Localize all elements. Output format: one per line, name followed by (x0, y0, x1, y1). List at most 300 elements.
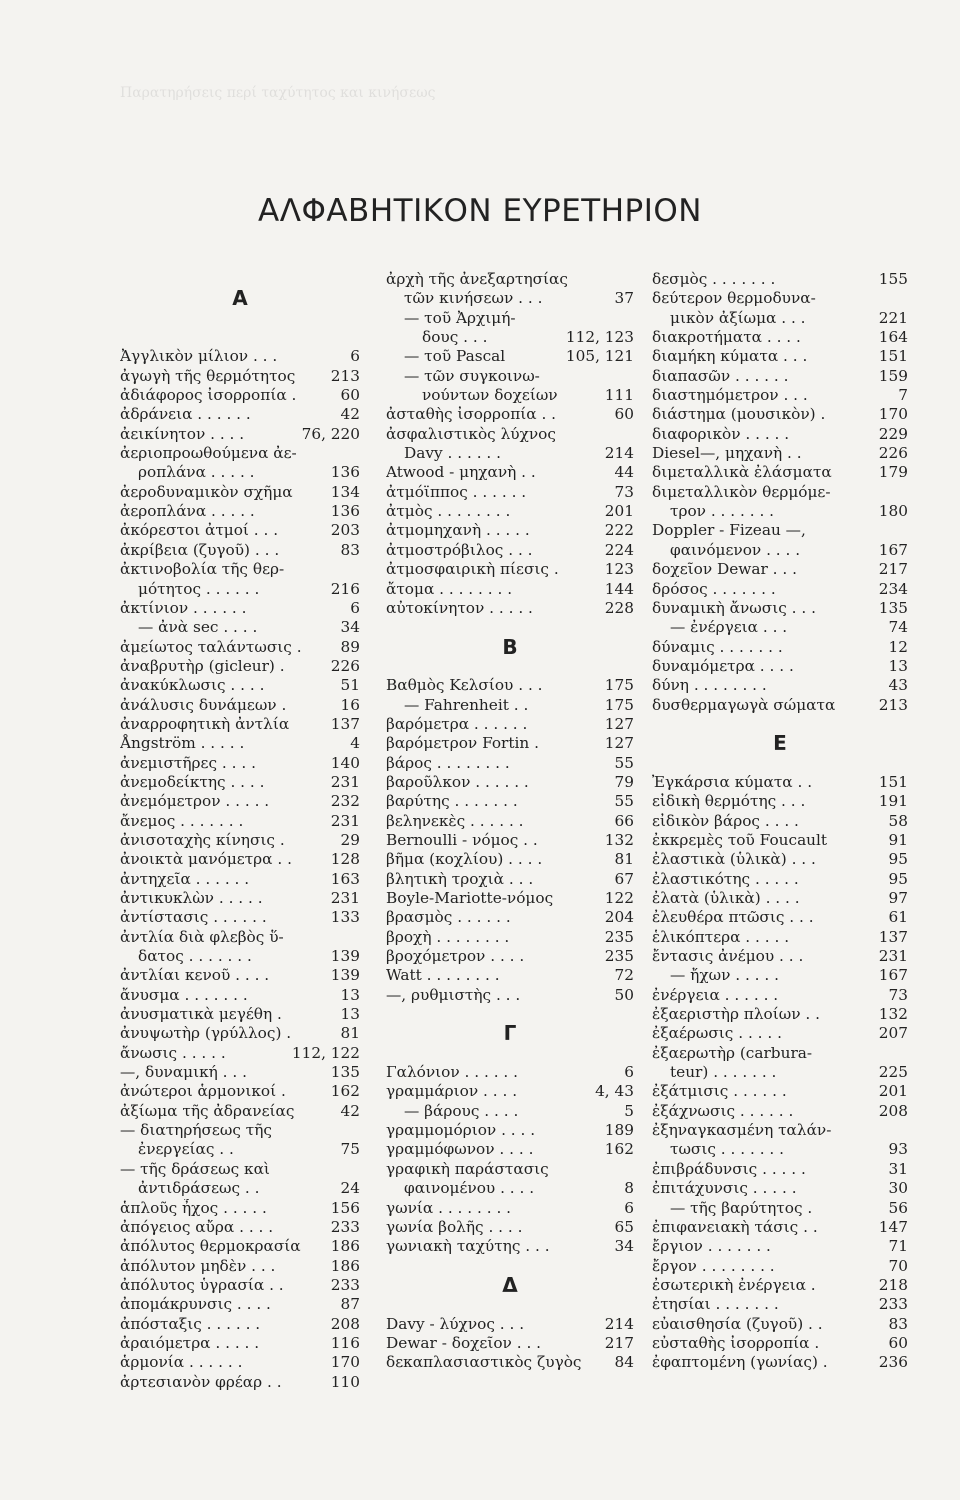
index-entry (120, 541, 360, 560)
entry-term: ἔντασις ἀνέμου . . . (652, 947, 804, 966)
index-entry (120, 638, 360, 657)
entry-term: ἐξάτμισις . . . . . . (652, 1082, 787, 1101)
entry-term: ἀναβρυτὴρ (gicleur) . (120, 656, 285, 675)
entry-term: διακροτήματα . . . . (652, 328, 801, 347)
index-entry (652, 425, 908, 444)
entry-term: ἀκρίβεια (ζυγοῦ) . . . (120, 540, 280, 559)
entry-page: 170 (878, 405, 908, 424)
entry-page: 222 (604, 521, 634, 540)
entry-page: 213 (330, 366, 360, 385)
entry-term: ἐνεργείας . . (138, 1140, 234, 1159)
entry-page: 105, 121 (565, 347, 634, 366)
entry-page: 140 (330, 753, 360, 772)
entry-term: ἐπιτάχυνσις . . . . . (652, 1179, 797, 1198)
index-entry (120, 773, 360, 792)
index-entry (386, 560, 634, 579)
entry-page: 137 (330, 714, 360, 733)
index-entry (652, 560, 908, 579)
index-entry (120, 657, 360, 676)
entry-term: ἄνυσμα . . . . . . . (120, 985, 248, 1004)
index-entry (386, 328, 634, 347)
entry-page: 44 (614, 463, 634, 482)
entry-page: 4 (350, 734, 360, 753)
entry-page: 175 (604, 676, 634, 695)
index-entry (386, 1102, 634, 1121)
index-entry (652, 966, 908, 985)
entry-term: — τῶν συγκοινω- (404, 366, 540, 385)
entry-term: ἐλατὰ (ὑλικὰ) . . . . (652, 889, 800, 907)
entry-page: 5 (624, 1101, 634, 1120)
entry-page: 225 (878, 1063, 908, 1082)
entry-page: 214 (604, 444, 634, 463)
entry-page: 95 (888, 869, 908, 888)
index-entry (386, 405, 634, 424)
entry-page: 139 (330, 966, 360, 985)
entry-page: 151 (878, 772, 908, 791)
entry-page: 31 (888, 1159, 908, 1178)
entry-term: εἰδικὸν βάρος . . . . (652, 811, 799, 830)
entry-term: ἄνωσις . . . . . (120, 1043, 226, 1062)
entry-term: τωσις . . . . . . . (670, 1140, 785, 1159)
entry-term: ἐξηναγκασμένη ταλάν- (652, 1121, 832, 1140)
entry-page: 226 (878, 444, 908, 463)
index-column-2 (386, 270, 634, 1373)
entry-term: ἀνισοταχὴς κίνησις . (120, 830, 285, 849)
index-entry (652, 1218, 908, 1237)
entry-term: ἀεικίνητον . . . . (120, 424, 245, 443)
entry-page: 16 (340, 695, 360, 714)
index-entry (652, 1044, 908, 1063)
entry-term: εἰδικὴ θερμότης . . . (652, 792, 806, 811)
entry-page: 132 (604, 830, 634, 849)
entry-page: 135 (330, 1063, 360, 1082)
entry-term: — ἀνὰ sec . . . . (138, 618, 258, 637)
entry-term: ἀνυψωτὴρ (γρύλλος) . (120, 1024, 292, 1043)
entry-page: 84 (614, 1353, 634, 1372)
index-entry (652, 1237, 908, 1256)
index-entry (652, 792, 908, 811)
entry-page: 217 (604, 1333, 634, 1352)
entry-page: 72 (614, 966, 634, 985)
entry-page: 235 (604, 947, 634, 966)
index-entry (120, 444, 360, 463)
entry-page: 186 (330, 1237, 360, 1256)
index-entry (386, 889, 634, 908)
index-entry (120, 425, 360, 444)
entry-page: 7 (898, 386, 908, 405)
index-entry (386, 1121, 634, 1140)
entry-page: 56 (888, 1198, 908, 1217)
entry-term: φαινόμενον . . . . (670, 540, 801, 559)
entry-page: 73 (614, 482, 634, 501)
index-entry (652, 289, 908, 308)
entry-term: ἐλευθέρα πτῶσις . . . (652, 908, 814, 927)
entry-page: 133 (330, 908, 360, 927)
index-entry (652, 1257, 908, 1276)
entry-term: ἁρμονία . . . . . . (120, 1353, 243, 1372)
entry-page: 170 (330, 1353, 360, 1372)
entry-page: 91 (888, 830, 908, 849)
entry-term: ἐξάχνωσις . . . . . . (652, 1101, 794, 1120)
entry-page: 60 (614, 405, 634, 424)
entry-term: — ἤχων . . . . . (670, 966, 779, 985)
index-entry (652, 1102, 908, 1121)
entry-page: 144 (604, 579, 634, 598)
entry-page: 159 (878, 366, 908, 385)
index-entry (386, 870, 634, 889)
index-entry (120, 870, 360, 889)
entry-page: 93 (888, 1140, 908, 1159)
entry-term: γωνιακὴ ταχύτης . . . (386, 1237, 550, 1256)
entry-term: Davy - λύχνος . . . (386, 1314, 525, 1333)
entry-page: 122 (604, 889, 634, 907)
entry-term: ἐλαστικότης . . . . . (652, 869, 799, 888)
entry-term: νούντων δοχείων (422, 386, 558, 405)
entry-term: ἀσφαλιστικὸς λύχνος (386, 424, 556, 443)
index-entry (120, 463, 360, 482)
entry-page: 155 (878, 270, 908, 288)
entry-page: 137 (878, 927, 908, 946)
index-entry (386, 483, 634, 502)
index-entry (120, 889, 360, 908)
entry-page: 233 (878, 1295, 908, 1314)
entry-page: 236 (878, 1353, 908, 1372)
entry-term: βῆμα (κοχλίου) . . . . (386, 850, 543, 869)
index-entry (120, 676, 360, 695)
entry-term: ἀπόλυτον μηδὲν . . . (120, 1256, 276, 1275)
entry-term: Ἀγγλικὸν μίλιον . . . (120, 347, 278, 366)
index-entry (120, 696, 360, 715)
entry-term: ἀμείωτος ταλάντωσις . (120, 637, 302, 656)
entry-page: 127 (604, 734, 634, 753)
index-entry (386, 289, 634, 308)
entry-term: — τοῦ Pascal (404, 347, 506, 366)
entry-page: 208 (330, 1314, 360, 1333)
entry-term: ἀντιδράσεως . . (138, 1179, 260, 1198)
index-entry (120, 947, 360, 966)
index-entry (120, 560, 360, 579)
index-entry (386, 347, 634, 366)
index-entry (120, 405, 360, 424)
entry-term: — Fahrenheit . . (404, 695, 529, 714)
entry-page: 128 (330, 850, 360, 869)
index-entry (652, 1121, 908, 1140)
entry-page: 231 (330, 889, 360, 907)
entry-page: 29 (340, 830, 360, 849)
entry-term: γραμμόφωνον . . . . (386, 1140, 534, 1159)
index-entry (652, 850, 908, 869)
index-entry (386, 541, 634, 560)
entry-page: 83 (340, 540, 360, 559)
entry-term: Doppler - Fizeau —, (652, 521, 806, 540)
entry-page: 134 (330, 482, 360, 501)
entry-term: ἀσταθὴς ἰσορροπία . . (386, 405, 557, 424)
index-entry (120, 966, 360, 985)
entry-page: 218 (878, 1275, 908, 1294)
entry-term: ἀκτινοβολία τῆς θερ- (120, 560, 285, 579)
entry-page: 60 (888, 1333, 908, 1352)
index-entry (386, 773, 634, 792)
entry-term: δατος . . . . . . . (138, 947, 252, 966)
index-entry (652, 386, 908, 405)
entry-page: 224 (604, 540, 634, 559)
entry-term: ἐκκρεμὲς τοῦ Foucault (652, 830, 828, 849)
index-entry (652, 773, 908, 792)
entry-page: 42 (340, 1101, 360, 1120)
index-column-3 (652, 270, 908, 1373)
entry-term: ἐφαπτομένη (γωνίας) . (652, 1353, 828, 1372)
entry-term: ἀγωγὴ τῆς θερμότητος (120, 366, 296, 385)
entry-page: 214 (604, 1314, 634, 1333)
index-entry (652, 1063, 908, 1082)
entry-term: βεληνεκὲς . . . . . . (386, 811, 524, 830)
entry-term: βροχόμετρον . . . . (386, 947, 525, 966)
index-entry (120, 850, 360, 869)
entry-page: 201 (878, 1082, 908, 1101)
entry-term: μικὸν ἀξίωμα . . . (670, 308, 806, 327)
entry-term: Atwood - μηχανὴ . . (386, 463, 536, 482)
entry-page: 8 (624, 1179, 634, 1198)
entry-term: ἀτμομηχανὴ . . . . . (386, 521, 530, 540)
index-entry (652, 1315, 908, 1334)
index-entry (652, 483, 908, 502)
entry-term: ἀτμοστρόβιλος . . . (386, 540, 533, 559)
entry-term: αὐτοκίνητον . . . . . (386, 598, 533, 617)
entry-page: 207 (878, 1024, 908, 1043)
index-entry (386, 309, 634, 328)
entry-page: 34 (614, 1237, 634, 1256)
entry-page: 73 (888, 985, 908, 1004)
entry-term: ἐπιβράδυνσις . . . . . (652, 1159, 806, 1178)
entry-term: τρον . . . . . . . (670, 502, 775, 521)
index-entry (652, 812, 908, 831)
index-entry (386, 425, 634, 444)
entry-term: διμεταλλικὸν θερμόμε- (652, 482, 831, 501)
entry-term: ἀντίστασις . . . . . . (120, 908, 267, 927)
spacer (652, 754, 908, 773)
entry-page: 175 (604, 695, 634, 714)
entry-page: 12 (888, 637, 908, 656)
entry-term: ἀρτεσιανὸν φρέαρ . . (120, 1372, 282, 1391)
index-entry (652, 889, 908, 908)
index-entry (652, 1024, 908, 1043)
entry-page: 208 (878, 1101, 908, 1120)
index-entry (120, 1179, 360, 1198)
entry-page: 132 (878, 1005, 908, 1024)
index-entry (386, 367, 634, 386)
entry-page: 221 (878, 308, 908, 327)
entry-term: ἀνώτεροι ἁρμονικοί . (120, 1082, 286, 1101)
entry-term: — βάρους . . . . (404, 1101, 519, 1120)
index-entry (652, 328, 908, 347)
index-entry (652, 1005, 908, 1024)
entry-term: ἑλικόπτερα . . . . . (652, 927, 790, 946)
entry-term: ἀναρροφητικὴ ἀντλία (120, 714, 290, 733)
entry-term: ἄνεμος . . . . . . . (120, 811, 244, 830)
index-entry (120, 580, 360, 599)
index-entry (652, 1295, 908, 1314)
entry-page: 67 (614, 869, 634, 888)
entry-page: 163 (330, 869, 360, 888)
index-entry (652, 1276, 908, 1295)
entry-page: 74 (888, 618, 908, 637)
entry-term: ἐλαστικὰ (ὑλικὰ) . . . (652, 850, 816, 869)
index-entry (386, 908, 634, 927)
index-entry (120, 1334, 360, 1353)
index-entry (120, 1044, 360, 1063)
entry-term: ἐξαεριστὴρ πλοίων . . (652, 1005, 820, 1024)
page-title: ΑΛΦΑΒΗΤΙΚΟΝ ΕΥΡΕΤΗΡΙΟΝ (258, 193, 702, 229)
index-entry (120, 1257, 360, 1276)
entry-term: ἐτησίαι . . . . . . . (652, 1295, 779, 1314)
entry-page: 232 (330, 792, 360, 811)
entry-page: 55 (614, 792, 634, 811)
entry-term: ἀπόγειος αὔρα . . . . (120, 1217, 274, 1236)
index-column-1 (120, 270, 360, 1392)
index-entry (652, 541, 908, 560)
index-entry (386, 792, 634, 811)
entry-page: 226 (330, 656, 360, 675)
entry-term: ἁπλοῦς ἦχος . . . . . (120, 1198, 267, 1217)
index-entry (386, 521, 634, 540)
entry-term: ἀκόρεστοι ἀτμοί . . . (120, 521, 279, 540)
entry-page: 167 (878, 540, 908, 559)
index-entry (386, 1353, 634, 1372)
entry-term: —, δυναμική . . . (120, 1063, 247, 1082)
index-entry (386, 812, 634, 831)
entry-term: ἄτομα . . . . . . . . (386, 579, 513, 598)
index-entry (652, 580, 908, 599)
index-entry (652, 1140, 908, 1159)
index-entry (652, 463, 908, 482)
index-entry (386, 270, 634, 289)
entry-term: — τῆς δράσεως καὶ (120, 1159, 270, 1178)
entry-term: ἀκτίνιον . . . . . . (120, 598, 247, 617)
entry-term: —, ρυθμιστὴς . . . (386, 985, 521, 1004)
entry-term: ἀντηχεῖα . . . . . . (120, 869, 250, 888)
entry-page: 167 (878, 966, 908, 985)
spacer (386, 1044, 634, 1063)
entry-term: βαρόμετρα . . . . . . (386, 714, 528, 733)
entry-term: δυναμόμετρα . . . . (652, 656, 794, 675)
entry-term: Dewar - δοχεῖον . . . (386, 1333, 542, 1352)
index-entry (120, 1140, 360, 1159)
spacer (120, 328, 360, 347)
entry-page: 116 (330, 1333, 360, 1352)
entry-page: 76, 220 (301, 424, 360, 443)
entry-term: βαροῦλκον . . . . . . (386, 772, 529, 791)
entry-page: 127 (604, 714, 634, 733)
entry-term: διαφορικὸν . . . . . (652, 424, 790, 443)
entry-term: ἐσωτερικὴ ἐνέργεια . (652, 1275, 816, 1294)
entry-term: ἀπομάκρυνσις . . . . (120, 1295, 271, 1314)
entry-page: 6 (350, 347, 360, 366)
entry-term: ἐπιφανειακὴ τάσις . . (652, 1217, 818, 1236)
entry-page: 139 (330, 947, 360, 966)
index-entry (652, 521, 908, 540)
entry-page: 233 (330, 1275, 360, 1294)
entry-page: 60 (340, 386, 360, 405)
index-entry (120, 1199, 360, 1218)
entry-page: 111 (604, 386, 634, 405)
entry-page: 201 (604, 502, 634, 521)
entry-term: βλητικὴ τροχιὰ . . . (386, 869, 534, 888)
entry-term: ἀνυσματικὰ μεγέθη . (120, 1005, 282, 1024)
entry-page: 162 (330, 1082, 360, 1101)
index-entry (120, 386, 360, 405)
index-entry (652, 502, 908, 521)
index-entry (652, 1160, 908, 1179)
index-entry (120, 367, 360, 386)
index-entry (652, 1353, 908, 1372)
entry-term: γραμμάριον . . . . (386, 1082, 518, 1101)
index-entry (120, 1295, 360, 1314)
index-entry (652, 928, 908, 947)
entry-page: 191 (878, 792, 908, 811)
entry-page: 34 (340, 618, 360, 637)
entry-page: 180 (878, 502, 908, 521)
entry-term: δυναμικὴ ἄνωσις . . . (652, 598, 816, 617)
entry-page: 13 (340, 1005, 360, 1024)
index-entry (652, 405, 908, 424)
index-entry (386, 831, 634, 850)
index-entry (652, 676, 908, 695)
index-entry (120, 1315, 360, 1334)
entry-page: 217 (878, 560, 908, 579)
index-entry (386, 1218, 634, 1237)
entry-term: διάστημα (μουσικὸν) . (652, 405, 826, 424)
entry-term: Bernoulli - νόμος . . (386, 830, 538, 849)
entry-page: 4, 43 (595, 1082, 634, 1101)
spacer (120, 309, 360, 328)
entry-term: Boyle-Mariotte-νόμος (386, 889, 554, 907)
entry-page: 203 (330, 521, 360, 540)
entry-page: 156 (330, 1198, 360, 1217)
entry-page: 24 (340, 1179, 360, 1198)
entry-page: 136 (330, 502, 360, 521)
entry-term: Diesel—, μηχανὴ . . (652, 444, 802, 463)
entry-term: ἀνοικτὰ μανόμετρα . . (120, 850, 292, 869)
entry-page: 83 (888, 1314, 908, 1333)
entry-term: βρασμὸς . . . . . . (386, 908, 511, 927)
section-letter: Β (502, 634, 518, 659)
entry-term: γωνία . . . . . . . . (386, 1198, 512, 1217)
entry-page: 6 (624, 1063, 634, 1082)
entry-term: ἀνεμόμετρον . . . . . (120, 792, 270, 811)
index-entry (652, 908, 908, 927)
index-entry (386, 715, 634, 734)
index-entry (120, 618, 360, 637)
index-entry (120, 1005, 360, 1024)
entry-term: ἔργον . . . . . . . . (652, 1256, 775, 1275)
index-entry (120, 599, 360, 618)
entry-term: διμεταλλικὰ ἐλάσματα (652, 463, 832, 482)
entry-term: ἀεριοπροωθούμενα ἀε- (120, 444, 297, 463)
index-entry (386, 1082, 634, 1101)
entry-term: ἀπόλυτος θερμοκρασία (120, 1237, 301, 1256)
entry-term: φαινομένου . . . . (404, 1179, 535, 1198)
entry-term: δεύτερον θερμοδυνα- (652, 289, 816, 308)
index-entry (120, 715, 360, 734)
entry-page: 55 (614, 753, 634, 772)
entry-term: ἀεροπλάνα . . . . . (120, 502, 255, 521)
index-entry (386, 696, 634, 715)
entry-term: ἀνάλυσις δυνάμεων . (120, 695, 287, 714)
entry-term: — ἐνέργεια . . . (670, 618, 788, 637)
entry-term: Ἐγκάρσια κύματα . . (652, 772, 813, 791)
index-entry (386, 734, 634, 753)
entry-page: 179 (878, 463, 908, 482)
